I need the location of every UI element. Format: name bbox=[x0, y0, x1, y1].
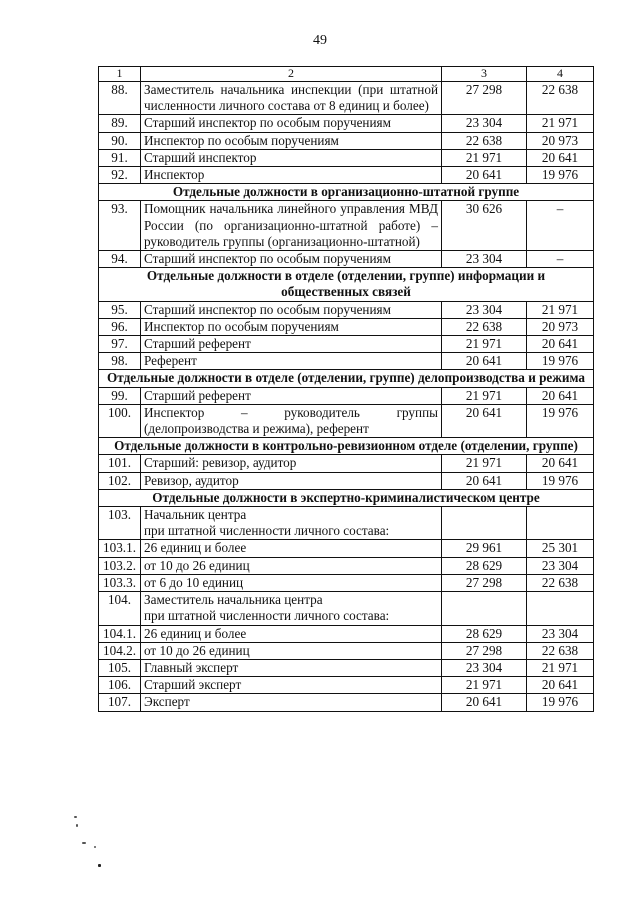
salary-value-1: 27 298 bbox=[442, 574, 527, 591]
position-name: от 10 до 26 единиц bbox=[141, 557, 442, 574]
salary-value-1: 29 961 bbox=[442, 540, 527, 557]
position-name: Заместитель начальника инспекции (при штатной численности личного состава от 8 единиц и более) bbox=[141, 82, 442, 115]
salary-value-2: 21 971 bbox=[527, 301, 594, 318]
position-name: Старший инспектор bbox=[141, 149, 442, 166]
row-number: 88. bbox=[99, 82, 141, 115]
row-number: 91. bbox=[99, 149, 141, 166]
salary-value-1: 28 629 bbox=[442, 625, 527, 642]
table-row bbox=[99, 82, 594, 115]
page-number: 49 bbox=[313, 33, 327, 48]
salary-value-2: 23 304 bbox=[527, 625, 594, 642]
header-col-3: 3 bbox=[442, 67, 527, 82]
table-row bbox=[99, 404, 594, 437]
row-number: 103. bbox=[99, 507, 141, 540]
salary-value-2: 19 976 bbox=[527, 472, 594, 489]
row-number: 97. bbox=[99, 336, 141, 353]
row-number: 106. bbox=[99, 677, 141, 694]
salary-value-1: 30 626 bbox=[442, 201, 527, 251]
salary-value-1: 21 971 bbox=[442, 387, 527, 404]
salary-value-2: 21 971 bbox=[527, 659, 594, 676]
position-name: Референт bbox=[141, 353, 442, 370]
position-name: 26 единиц и более bbox=[141, 540, 442, 557]
table-row bbox=[99, 251, 594, 268]
salary-value-2: – bbox=[527, 251, 594, 268]
row-number: 93. bbox=[99, 201, 141, 251]
salary-value-2: – bbox=[527, 201, 594, 251]
salary-value-1: 22 638 bbox=[442, 132, 527, 149]
position-name: Ревизор, аудитор bbox=[141, 472, 442, 489]
table-row bbox=[99, 694, 594, 711]
salary-value-2: 22 638 bbox=[527, 82, 594, 115]
salary-value-2: 20 973 bbox=[527, 318, 594, 335]
section-row bbox=[99, 268, 594, 301]
salary-value-1: 23 304 bbox=[442, 115, 527, 132]
salary-value-1: 27 298 bbox=[442, 82, 527, 115]
row-number: 104.1. bbox=[99, 625, 141, 642]
position-name: от 6 до 10 единиц bbox=[141, 574, 442, 591]
section-row bbox=[99, 438, 594, 455]
row-number: 103.2. bbox=[99, 557, 141, 574]
salary-value-1: 21 971 bbox=[442, 149, 527, 166]
salary-value-2: 19 976 bbox=[527, 167, 594, 184]
table-row bbox=[99, 336, 594, 353]
section-row bbox=[99, 489, 594, 506]
section-title: Отдельные должности в контрольно-ревизионном отделе (отделении, группе) bbox=[99, 438, 594, 455]
table-row bbox=[99, 540, 594, 557]
salary-value-1: 20 641 bbox=[442, 167, 527, 184]
salary-value-1: 21 971 bbox=[442, 336, 527, 353]
table-row bbox=[99, 318, 594, 335]
position-name: 26 единиц и более bbox=[141, 625, 442, 642]
salary-value-2 bbox=[527, 592, 594, 625]
salary-value-2: 20 973 bbox=[527, 132, 594, 149]
salary-value-2: 23 304 bbox=[527, 557, 594, 574]
table-row bbox=[99, 557, 594, 574]
row-number: 107. bbox=[99, 694, 141, 711]
salary-value-1 bbox=[442, 592, 527, 625]
salary-value-1: 27 298 bbox=[442, 642, 527, 659]
table-row bbox=[99, 201, 594, 251]
row-number: 100. bbox=[99, 404, 141, 437]
salary-value-2: 20 641 bbox=[527, 336, 594, 353]
salary-value-2: 22 638 bbox=[527, 642, 594, 659]
table-row bbox=[99, 132, 594, 149]
row-number: 96. bbox=[99, 318, 141, 335]
salary-value-2: 19 976 bbox=[527, 694, 594, 711]
position-name: Эксперт bbox=[141, 694, 442, 711]
position-name: Инспектор – руководитель группы (делопроизводства и режима), референт bbox=[141, 404, 442, 437]
position-name: Заместитель начальника центра при штатной численности личного состава: bbox=[141, 592, 442, 625]
section-title: Отдельные должности в организационно-штатной группе bbox=[99, 184, 594, 201]
table-row bbox=[99, 574, 594, 591]
salary-value-2: 20 641 bbox=[527, 677, 594, 694]
section-title: Отдельные должности в отделе (отделении, группе) делопроизводства и режима bbox=[99, 370, 594, 387]
row-number: 101. bbox=[99, 455, 141, 472]
header-col-4: 4 bbox=[527, 67, 594, 82]
table-row bbox=[99, 472, 594, 489]
row-number: 103.1. bbox=[99, 540, 141, 557]
salary-value-2: 19 976 bbox=[527, 353, 594, 370]
salary-value-1: 23 304 bbox=[442, 659, 527, 676]
table-row bbox=[99, 677, 594, 694]
salary-value-1: 23 304 bbox=[442, 301, 527, 318]
table-row bbox=[99, 115, 594, 132]
row-number: 104.2. bbox=[99, 642, 141, 659]
salary-value-1: 22 638 bbox=[442, 318, 527, 335]
position-name: Инспектор bbox=[141, 167, 442, 184]
row-number: 95. bbox=[99, 301, 141, 318]
position-name: Старший инспектор по особым поручениям bbox=[141, 251, 442, 268]
position-name: Инспектор по особым поручениям bbox=[141, 318, 442, 335]
row-number: 104. bbox=[99, 592, 141, 625]
header-col-2: 2 bbox=[141, 67, 442, 82]
salary-value-2: 19 976 bbox=[527, 404, 594, 437]
table-row bbox=[99, 642, 594, 659]
salary-value-1: 20 641 bbox=[442, 694, 527, 711]
position-name: от 10 до 26 единиц bbox=[141, 642, 442, 659]
row-number: 99. bbox=[99, 387, 141, 404]
position-name: Помощник начальника линейного управления МВД России (по организационно-штатной работе) – руководитель группы (организационно-штатной) bbox=[141, 201, 442, 251]
salary-value-1: 20 641 bbox=[442, 404, 527, 437]
salary-value-1: 28 629 bbox=[442, 557, 527, 574]
row-number: 89. bbox=[99, 115, 141, 132]
salary-value-1: 20 641 bbox=[442, 472, 527, 489]
position-name: Инспектор по особым поручениям bbox=[141, 132, 442, 149]
row-number: 103.3. bbox=[99, 574, 141, 591]
row-number: 94. bbox=[99, 251, 141, 268]
header-col-1: 1 bbox=[99, 67, 141, 82]
salary-value-1: 20 641 bbox=[442, 353, 527, 370]
position-name: Старший инспектор по особым поручениям bbox=[141, 301, 442, 318]
position-name: Главный эксперт bbox=[141, 659, 442, 676]
position-name: Старший инспектор по особым поручениям bbox=[141, 115, 442, 132]
table-row bbox=[99, 353, 594, 370]
salary-value-1: 23 304 bbox=[442, 251, 527, 268]
position-name: Старший референт bbox=[141, 387, 442, 404]
section-title: Отдельные должности в отделе (отделении, группе) информации и общественных связей bbox=[99, 268, 594, 301]
position-name: Старший референт bbox=[141, 336, 442, 353]
table-row bbox=[99, 167, 594, 184]
position-name: Старший эксперт bbox=[141, 677, 442, 694]
row-number: 105. bbox=[99, 659, 141, 676]
table-row bbox=[99, 592, 594, 625]
salary-value-2: 20 641 bbox=[527, 387, 594, 404]
position-name: Старший: ревизор, аудитор bbox=[141, 455, 442, 472]
salary-value-1: 21 971 bbox=[442, 677, 527, 694]
salary-value-2: 20 641 bbox=[527, 149, 594, 166]
salary-value-2: 22 638 bbox=[527, 574, 594, 591]
section-row bbox=[99, 370, 594, 387]
salary-value-1: 21 971 bbox=[442, 455, 527, 472]
row-number: 92. bbox=[99, 167, 141, 184]
table-row bbox=[99, 301, 594, 318]
section-title: Отдельные должности в экспертно-криминалистическом центре bbox=[99, 489, 594, 506]
salary-value-2: 21 971 bbox=[527, 115, 594, 132]
position-name: Начальник центра при штатной численности личного состава: bbox=[141, 507, 442, 540]
table-row bbox=[99, 659, 594, 676]
table-row bbox=[99, 387, 594, 404]
header-row bbox=[99, 67, 594, 82]
table-row bbox=[99, 149, 594, 166]
scan-marks bbox=[68, 812, 108, 902]
salary-value-2: 25 301 bbox=[527, 540, 594, 557]
salary-value-1 bbox=[442, 507, 527, 540]
table-row bbox=[99, 455, 594, 472]
row-number: 90. bbox=[99, 132, 141, 149]
table-row bbox=[99, 507, 594, 540]
salary-value-2: 20 641 bbox=[527, 455, 594, 472]
salary-value-2 bbox=[527, 507, 594, 540]
salary-table bbox=[98, 66, 594, 712]
table-row bbox=[99, 625, 594, 642]
row-number: 98. bbox=[99, 353, 141, 370]
row-number: 102. bbox=[99, 472, 141, 489]
section-row bbox=[99, 184, 594, 201]
